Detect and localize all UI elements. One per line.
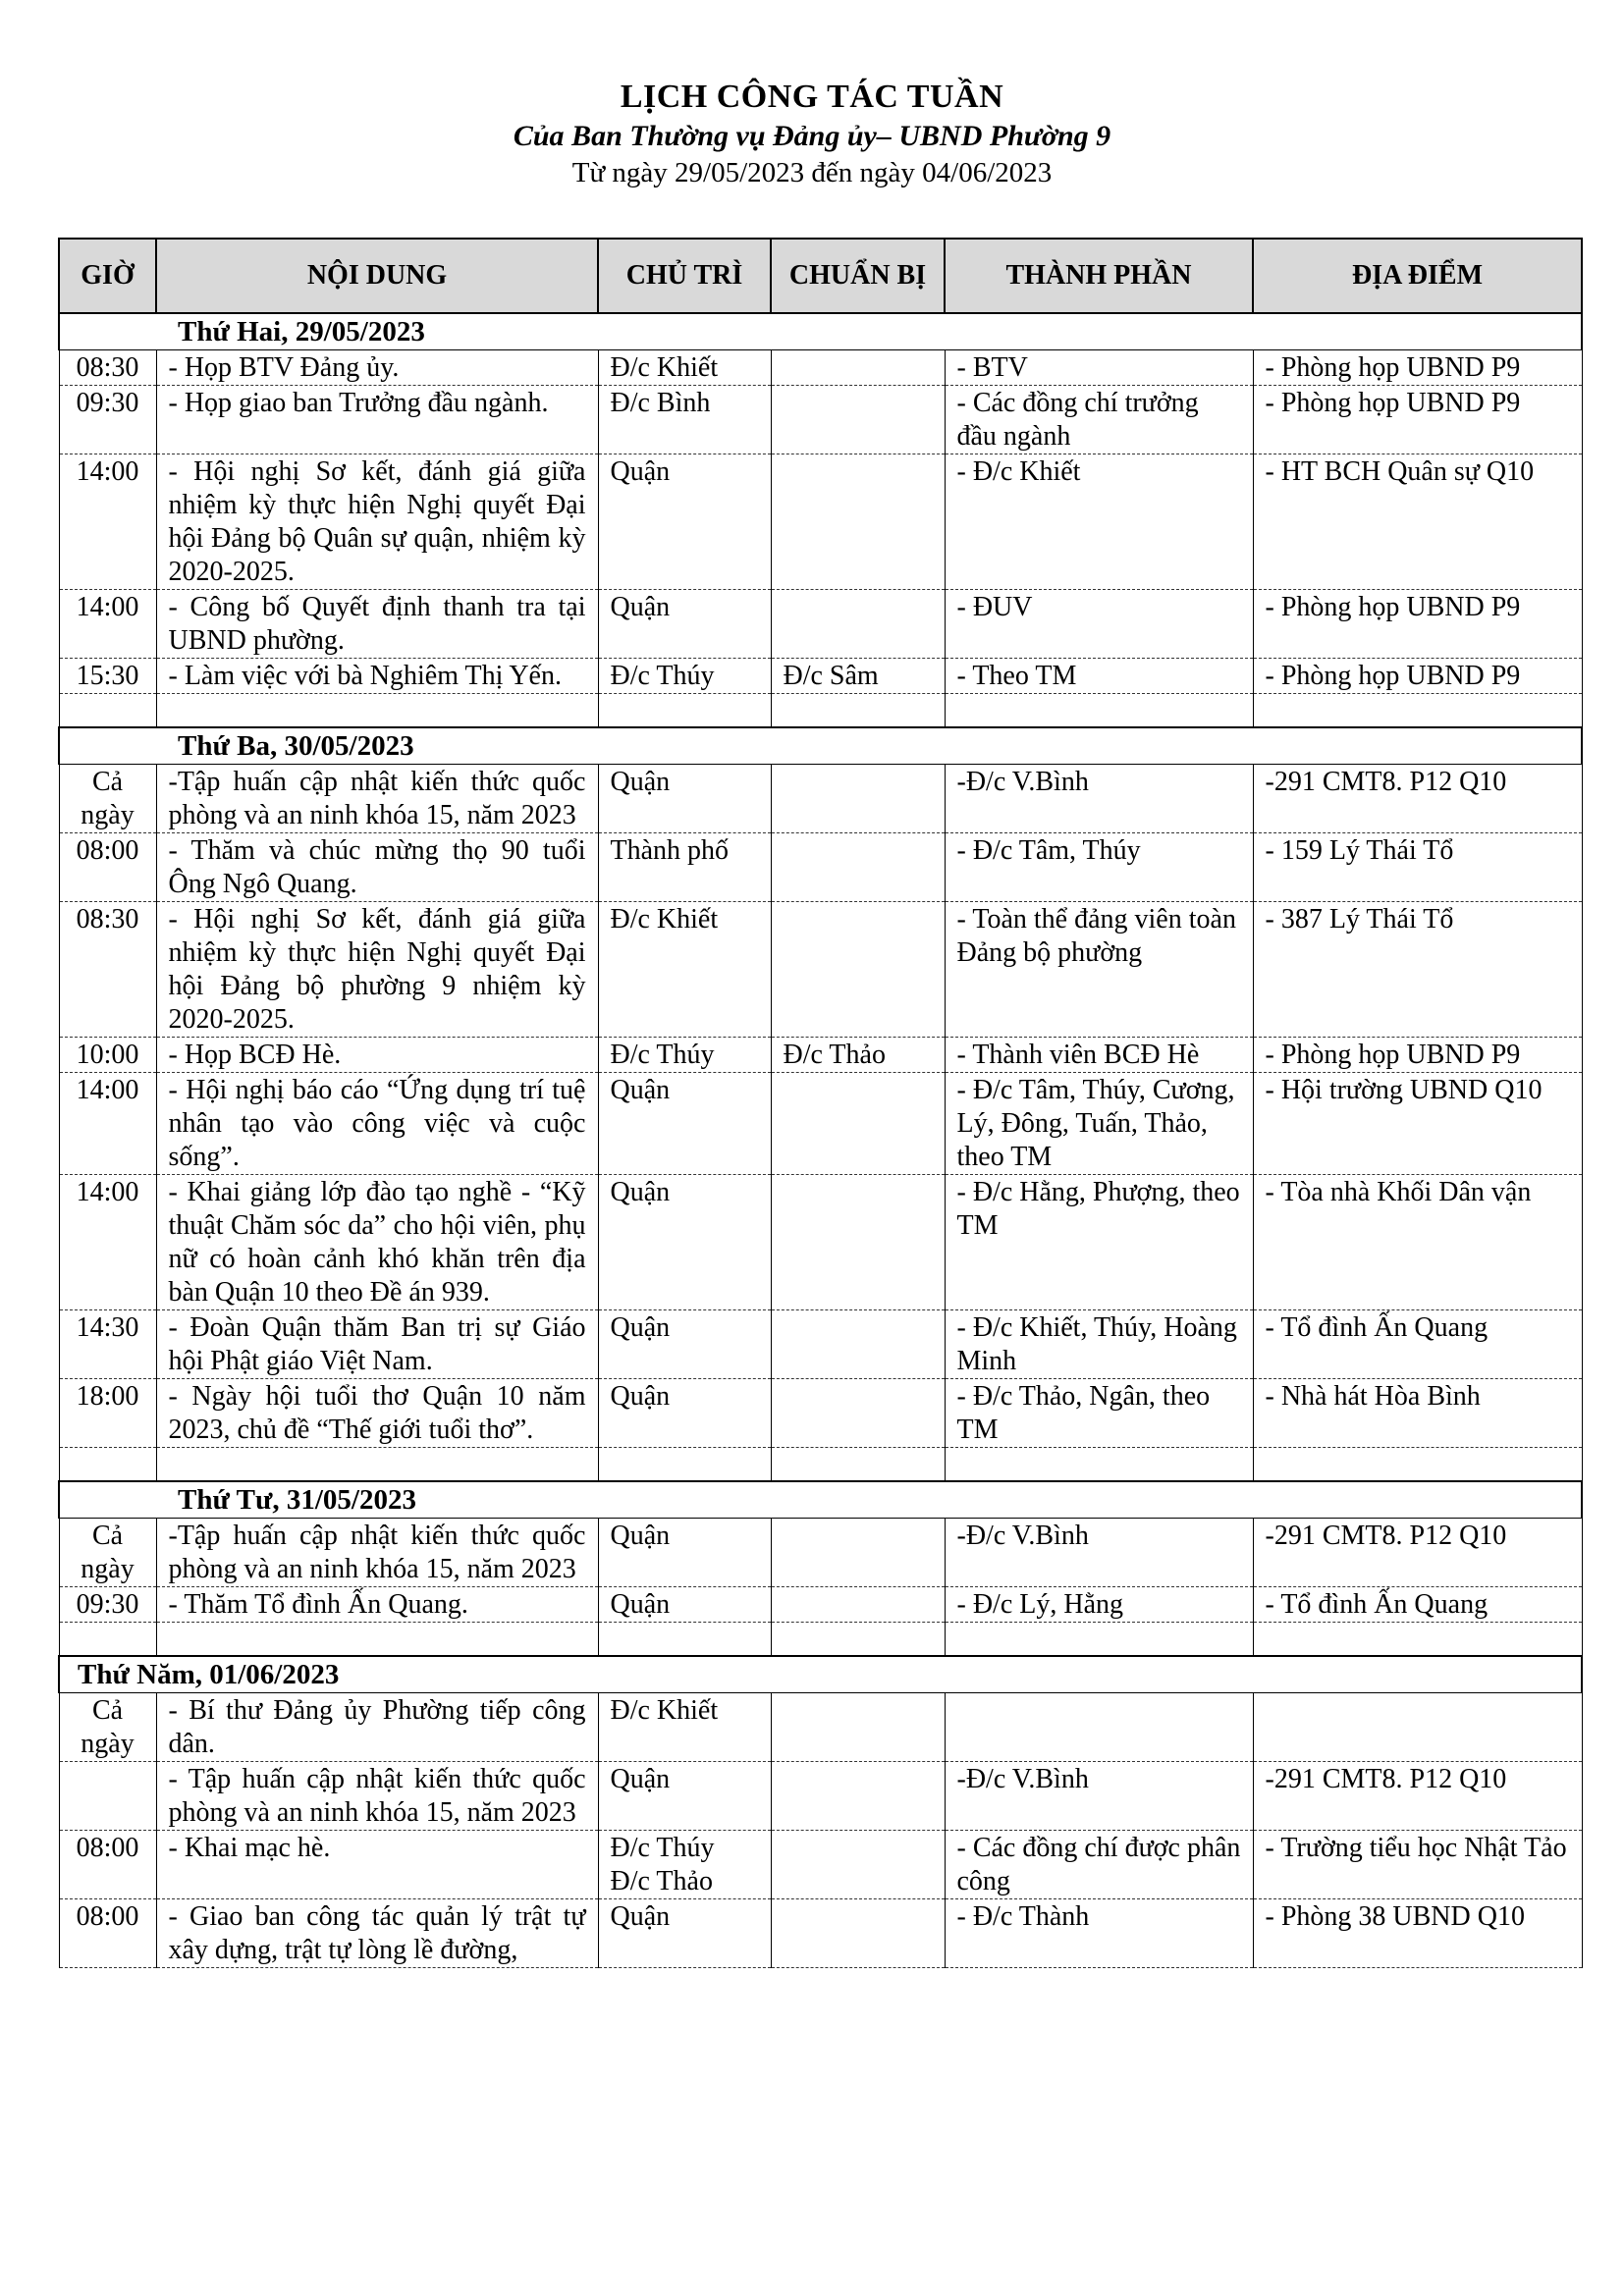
time-cell: 14:00 xyxy=(59,1175,156,1310)
table-row xyxy=(59,1831,1582,1899)
time-cell: Cả ngày xyxy=(59,1519,156,1587)
empty-cell xyxy=(156,1448,598,1482)
empty-cell xyxy=(156,694,598,728)
time-cell: 14:30 xyxy=(59,1310,156,1379)
participants-cell: - Đ/c Tâm, Thúy xyxy=(945,833,1253,902)
empty-cell xyxy=(945,694,1253,728)
participants-cell: - Theo TM xyxy=(945,659,1253,694)
chair-cell: Quận xyxy=(598,1587,771,1623)
prepare-cell xyxy=(771,590,945,659)
table-row xyxy=(59,1073,1582,1175)
table-row xyxy=(59,902,1582,1038)
content-cell: - Giao ban công tác quản lý trật tự xây dựng, trật tự lòng lề đường, xyxy=(156,1899,598,1968)
table-row xyxy=(59,454,1582,590)
prepare-cell: Đ/c Sâm xyxy=(771,659,945,694)
participants-cell: - Đ/c Thảo, Ngân, theo TM xyxy=(945,1379,1253,1448)
time-cell: 08:00 xyxy=(59,833,156,902)
time-cell: 14:00 xyxy=(59,590,156,659)
page-subtitle: Của Ban Thường vụ Đảng ủy– UBND Phường 9 xyxy=(513,120,1111,152)
prepare-cell xyxy=(771,765,945,833)
empty-cell xyxy=(59,694,156,728)
table-row xyxy=(59,386,1582,454)
location-cell: - Phòng 38 UBND Q10 xyxy=(1253,1899,1582,1968)
table-row xyxy=(59,1175,1582,1310)
location-cell: - Trường tiểu học Nhật Tảo xyxy=(1253,1831,1582,1899)
prepare-cell xyxy=(771,902,945,1038)
time-cell xyxy=(59,1762,156,1831)
day-header-row xyxy=(59,727,1582,765)
prepare-cell xyxy=(771,1073,945,1175)
time-cell: 14:00 xyxy=(59,454,156,590)
content-cell: - Họp giao ban Trưởng đầu ngành. xyxy=(156,386,598,454)
spacer-row xyxy=(59,1448,1582,1482)
empty-cell xyxy=(945,1623,1253,1657)
content-cell: - Công bố Quyết định thanh tra tại UBND phường. xyxy=(156,590,598,659)
time-cell: 08:30 xyxy=(59,350,156,386)
day-header-row xyxy=(59,1481,1582,1519)
chair-cell: Đ/c Thúy xyxy=(598,659,771,694)
chair-cell: Đ/c Khiết xyxy=(598,350,771,386)
table-row xyxy=(59,1310,1582,1379)
location-cell: - Phòng họp UBND P9 xyxy=(1253,1038,1582,1073)
location-cell: - HT BCH Quân sự Q10 xyxy=(1253,454,1582,590)
chair-cell: Quận xyxy=(598,1899,771,1968)
participants-cell: - Các đồng chí được phân công xyxy=(945,1831,1253,1899)
content-cell: - Họp BCĐ Hè. xyxy=(156,1038,598,1073)
empty-cell xyxy=(771,694,945,728)
empty-cell xyxy=(59,1623,156,1657)
prepare-cell xyxy=(771,1899,945,1968)
location-cell: - 387 Lý Thái Tổ xyxy=(1253,902,1582,1038)
prepare-cell: Đ/c Thảo xyxy=(771,1038,945,1073)
content-cell: -Tập huấn cập nhật kiến thức quốc phòng và an ninh khóa 15, năm 2023 xyxy=(156,1519,598,1587)
content-cell: - Đoàn Quận thăm Ban trị sự Giáo hội Phật giáo Việt Nam. xyxy=(156,1310,598,1379)
day-label: Thứ Năm, 01/06/2023 xyxy=(59,1656,1582,1693)
content-cell: - Khai mạc hè. xyxy=(156,1831,598,1899)
prepare-cell xyxy=(771,1587,945,1623)
chair-cell: Quận xyxy=(598,1379,771,1448)
chair-cell: Quận xyxy=(598,1073,771,1175)
empty-cell xyxy=(598,1623,771,1657)
content-cell: - Thăm Tổ đình Ấn Quang. xyxy=(156,1587,598,1623)
prepare-cell xyxy=(771,1693,945,1762)
schedule-table xyxy=(58,238,1583,1968)
content-cell: - Khai giảng lớp đào tạo nghề - “Kỹ thuật Chăm sóc da” cho hội viên, phụ nữ có hoàn cảnh khó khăn trên địa bàn Quận 10 theo Đề án 939. xyxy=(156,1175,598,1310)
day-label: Thứ Hai, 29/05/2023 xyxy=(59,313,1582,350)
prepare-cell xyxy=(771,1379,945,1448)
prepare-cell xyxy=(771,1831,945,1899)
time-cell: Cả ngày xyxy=(59,1693,156,1762)
day-label: Thứ Tư, 31/05/2023 xyxy=(59,1481,1582,1519)
empty-cell xyxy=(598,1448,771,1482)
participants-cell xyxy=(945,1693,1253,1762)
prepare-cell xyxy=(771,1175,945,1310)
location-cell: - Phòng họp UBND P9 xyxy=(1253,350,1582,386)
location-cell: - Tòa nhà Khối Dân vận xyxy=(1253,1175,1582,1310)
content-cell: - Tập huấn cập nhật kiến thức quốc phòng và an ninh khóa 15, năm 2023 xyxy=(156,1762,598,1831)
table-row xyxy=(59,659,1582,694)
prepare-cell xyxy=(771,1310,945,1379)
location-cell: -291 CMT8. P12 Q10 xyxy=(1253,1762,1582,1831)
participants-cell: - Thành viên BCĐ Hè xyxy=(945,1038,1253,1073)
day-header-row xyxy=(59,313,1582,350)
participants-cell: -Đ/c V.Bình xyxy=(945,765,1253,833)
location-cell: - 159 Lý Thái Tổ xyxy=(1253,833,1582,902)
empty-cell xyxy=(1253,1623,1582,1657)
time-cell: 08:00 xyxy=(59,1899,156,1968)
content-cell: - Bí thư Đảng ủy Phường tiếp công dân. xyxy=(156,1693,598,1762)
participants-cell: - ĐUV xyxy=(945,590,1253,659)
table-row xyxy=(59,1379,1582,1448)
time-cell: 08:00 xyxy=(59,1831,156,1899)
participants-cell: - Đ/c Lý, Hằng xyxy=(945,1587,1253,1623)
participants-cell: - Các đồng chí trưởng đầu ngành xyxy=(945,386,1253,454)
time-cell: 15:30 xyxy=(59,659,156,694)
chair-cell: Đ/c Thúy xyxy=(598,1038,771,1073)
content-cell: - Làm việc với bà Nghiêm Thị Yến. xyxy=(156,659,598,694)
location-cell: - Phòng họp UBND P9 xyxy=(1253,386,1582,454)
location-cell: - Phòng họp UBND P9 xyxy=(1253,659,1582,694)
table-row xyxy=(59,1038,1582,1073)
content-cell: - Ngày hội tuổi thơ Quận 10 năm 2023, chủ đề “Thế giới tuổi thơ”. xyxy=(156,1379,598,1448)
date-range: Từ ngày 29/05/2023 đến ngày 04/06/2023 xyxy=(571,157,1053,188)
location-cell: - Phòng họp UBND P9 xyxy=(1253,590,1582,659)
prepare-cell xyxy=(771,1762,945,1831)
participants-cell: -Đ/c V.Bình xyxy=(945,1762,1253,1831)
chair-cell: Đ/c Khiết xyxy=(598,902,771,1038)
empty-cell xyxy=(1253,694,1582,728)
time-cell: 18:00 xyxy=(59,1379,156,1448)
participants-cell: - Đ/c Tâm, Thúy, Cương, Lý, Đông, Tuấn, Thảo, theo TM xyxy=(945,1073,1253,1175)
content-cell: - Hội nghị Sơ kết, đánh giá giữa nhiệm kỳ thực hiện Nghị quyết Đại hội Đảng bộ Quân sự quận, nhiệm kỳ 2020-2025. xyxy=(156,454,598,590)
table-row xyxy=(59,765,1582,833)
chair-cell: Quận xyxy=(598,765,771,833)
location-cell: - Nhà hát Hòa Bình xyxy=(1253,1379,1582,1448)
chair-cell: Quận xyxy=(598,590,771,659)
prepare-cell xyxy=(771,386,945,454)
empty-cell xyxy=(1253,1448,1582,1482)
column-header-location: ĐỊA ĐIỂM xyxy=(1253,239,1582,313)
column-header-prepare: CHUẨN BỊ xyxy=(771,239,945,313)
participants-cell: - Đ/c Khiết, Thúy, Hoàng Minh xyxy=(945,1310,1253,1379)
table-row xyxy=(59,1587,1582,1623)
table-row xyxy=(59,350,1582,386)
participants-cell: - Toàn thể đảng viên toàn Đảng bộ phường xyxy=(945,902,1253,1038)
column-header-time: GIỜ xyxy=(59,239,156,313)
participants-cell: - Đ/c Thành xyxy=(945,1899,1253,1968)
time-cell: 08:30 xyxy=(59,902,156,1038)
content-cell: -Tập huấn cập nhật kiến thức quốc phòng và an ninh khóa 15, năm 2023 xyxy=(156,765,598,833)
content-cell: - Hội nghị báo cáo “Ứng dụng trí tuệ nhân tạo vào công việc và cuộc sống”. xyxy=(156,1073,598,1175)
page-title: LỊCH CÔNG TÁC TUẦN xyxy=(620,79,1004,115)
time-cell: 09:30 xyxy=(59,386,156,454)
table-row xyxy=(59,1899,1582,1968)
time-cell: 14:00 xyxy=(59,1073,156,1175)
table-header-row xyxy=(59,239,1582,313)
chair-cell: Quận xyxy=(598,1310,771,1379)
table-row xyxy=(59,833,1582,902)
content-cell: - Họp BTV Đảng ủy. xyxy=(156,350,598,386)
empty-cell xyxy=(598,694,771,728)
column-header-participants: THÀNH PHẦN xyxy=(945,239,1253,313)
time-cell: 09:30 xyxy=(59,1587,156,1623)
location-cell: - Tổ đình Ấn Quang xyxy=(1253,1310,1582,1379)
empty-cell xyxy=(156,1623,598,1657)
participants-cell: -Đ/c V.Bình xyxy=(945,1519,1253,1587)
prepare-cell xyxy=(771,1519,945,1587)
time-cell: Cả ngày xyxy=(59,765,156,833)
empty-cell xyxy=(771,1623,945,1657)
prepare-cell xyxy=(771,350,945,386)
empty-cell xyxy=(771,1448,945,1482)
table-row xyxy=(59,1693,1582,1762)
prepare-cell xyxy=(771,454,945,590)
column-header-chair: CHỦ TRÌ xyxy=(598,239,771,313)
empty-cell xyxy=(945,1448,1253,1482)
empty-cell xyxy=(59,1448,156,1482)
column-header-content: NỘI DUNG xyxy=(156,239,598,313)
participants-cell: - Đ/c Hằng, Phượng, theo TM xyxy=(945,1175,1253,1310)
location-cell: -291 CMT8. P12 Q10 xyxy=(1253,1519,1582,1587)
day-label: Thứ Ba, 30/05/2023 xyxy=(59,727,1582,765)
chair-cell: Quận xyxy=(598,1519,771,1587)
location-cell xyxy=(1253,1693,1582,1762)
prepare-cell xyxy=(771,833,945,902)
table-row xyxy=(59,590,1582,659)
content-cell: - Hội nghị Sơ kết, đánh giá giữa nhiệm kỳ thực hiện Nghị quyết Đại hội Đảng bộ phường 9 nhiệm kỳ 2020-2025. xyxy=(156,902,598,1038)
time-cell: 10:00 xyxy=(59,1038,156,1073)
spacer-row xyxy=(59,1623,1582,1657)
chair-cell: Quận xyxy=(598,1175,771,1310)
participants-cell: - BTV xyxy=(945,350,1253,386)
table-row xyxy=(59,1519,1582,1587)
table-row xyxy=(59,1762,1582,1831)
location-cell: - Hội trường UBND Q10 xyxy=(1253,1073,1582,1175)
content-cell: - Thăm và chúc mừng thọ 90 tuổi Ông Ngô Quang. xyxy=(156,833,598,902)
schedule-body xyxy=(59,313,1582,1968)
chair-cell: Đ/c Thúy Đ/c Thảo xyxy=(598,1831,771,1899)
chair-cell: Đ/c Khiết xyxy=(598,1693,771,1762)
participants-cell: - Đ/c Khiết xyxy=(945,454,1253,590)
document-header xyxy=(0,77,1624,190)
location-cell: -291 CMT8. P12 Q10 xyxy=(1253,765,1582,833)
chair-cell: Quận xyxy=(598,1762,771,1831)
chair-cell: Đ/c Bình xyxy=(598,386,771,454)
spacer-row xyxy=(59,694,1582,728)
chair-cell: Quận xyxy=(598,454,771,590)
day-header-row xyxy=(59,1656,1582,1693)
location-cell: - Tổ đình Ấn Quang xyxy=(1253,1587,1582,1623)
chair-cell: Thành phố xyxy=(598,833,771,902)
